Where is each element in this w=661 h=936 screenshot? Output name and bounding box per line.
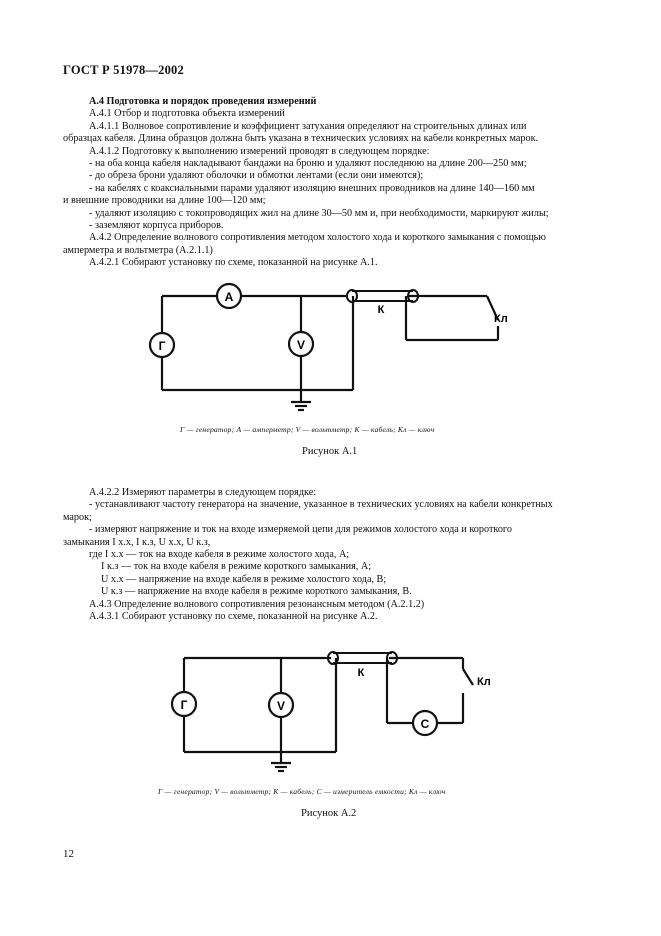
section-title: А.4 Подготовка и порядок проведения измерений xyxy=(89,96,317,107)
list-item: - на кабелях с коаксиальными парами удаляют изоляцию внешних проводников на длине 140—160 мм xyxy=(89,182,535,194)
list-item: - заземляют корпуса приборов. xyxy=(89,220,224,232)
text-line: А.4.3 Определение волнового сопротивления резонансным методом (А.2.1.2) xyxy=(89,598,425,610)
text-line: А.4.2.1 Собирают установку по схеме, показанной на рисунке А.1. xyxy=(89,257,378,269)
text-line: амперметра и вольтметра (А.2.1.1) xyxy=(63,244,213,256)
text-line: где I x.x — ток на входе кабеля в режиме холостого хода, А; xyxy=(89,549,350,561)
key-label: Кл xyxy=(494,313,508,325)
section-a4-text xyxy=(63,96,599,270)
list-item: - удаляют изоляцию с токопроводящих жил на длине 30—50 мм и, при необходимости, маркируют жилы; xyxy=(89,207,549,219)
text-line: марок; xyxy=(63,511,92,523)
list-item: - на оба конца кабеля накладывают бандажи на броню и удаляют последнюю на длине 200—250 мм; xyxy=(89,158,527,170)
standard-header: ГОСТ Р 51978—2002 xyxy=(63,63,184,77)
figure-a2-legend: Г — генератор; V — вольтметр; К — кабель; С — измеритель емкости; Кл — ключ xyxy=(158,787,446,796)
text-line: А.4.2.2 Измеряют параметры в следующем порядке: xyxy=(89,487,317,498)
text-line: U к.з — напряжение на входе кабеля в режиме короткого замыкания, В. xyxy=(101,586,412,598)
generator-label: Г xyxy=(180,698,188,712)
text-line: замыкания I x.x, I к.з, U x.x, U к.з, xyxy=(63,536,211,548)
capacitance-meter-label: С xyxy=(420,717,430,731)
text-line: I к.з — ток на входе кабеля в режиме короткого замыкания, А; xyxy=(101,561,372,573)
section-a422-text xyxy=(63,487,599,623)
text-line: и внешние проводники на длине 100—120 мм; xyxy=(63,195,266,207)
list-item: - измеряют напряжение и ток на входе измеряемой цепи для режимов холостого хода и короткого xyxy=(89,524,512,536)
text-line: А.4.1.1 Волновое сопротивление и коэффициент затухания определяют на строительных длинах или xyxy=(89,120,527,132)
figure-a2-caption: Рисунок А.2 xyxy=(301,808,357,819)
figure-a1-circuit xyxy=(140,280,520,415)
voltmeter-label: V xyxy=(296,338,306,352)
page-number: 12 xyxy=(63,848,74,860)
ammeter-label: А xyxy=(224,290,234,304)
list-item: - устанавливают частоту генератора на значение, указанное в технических условиях на кабели конкретных xyxy=(89,499,553,511)
text-line: А.4.3.1 Собирают установку по схеме, показанной на рисунке А.2. xyxy=(89,611,378,623)
text-line: А.4.1 Отбор и подготовка объекта измерений xyxy=(89,108,285,120)
text-line: U x.x — напряжение на входе кабеля в режиме холостого хода, В; xyxy=(101,573,387,585)
list-item: - до обреза брони удаляют оболочки и обмотки лентами (если они имеются); xyxy=(89,170,424,182)
cable-symbol xyxy=(347,290,418,302)
figure-a1-legend: Г — генератор; А — амперметр; V — вольтметр; К — кабель; Кл — ключ xyxy=(180,425,435,434)
cable-label: К xyxy=(377,304,385,316)
figure-a1-caption: Рисунок А.1 xyxy=(302,446,358,457)
cable-symbol xyxy=(328,652,397,664)
cable-label: К xyxy=(357,667,365,679)
text-line: А.4.1.2 Подготовку к выполнению измерений проводят в следующем порядке: xyxy=(89,145,430,157)
voltmeter-label: V xyxy=(276,699,286,713)
text-line: образцах кабеля. Длина образцов должна быть указана в технических условиях на кабели конкретных марок. xyxy=(63,133,539,145)
generator-label: Г xyxy=(158,339,166,353)
key-label: Кл xyxy=(477,676,491,688)
figure-a2-circuit xyxy=(168,645,508,775)
text-line: А.4.2 Определение волнового сопротивления методом холостого хода и короткого замыкания с помощью xyxy=(89,232,546,244)
